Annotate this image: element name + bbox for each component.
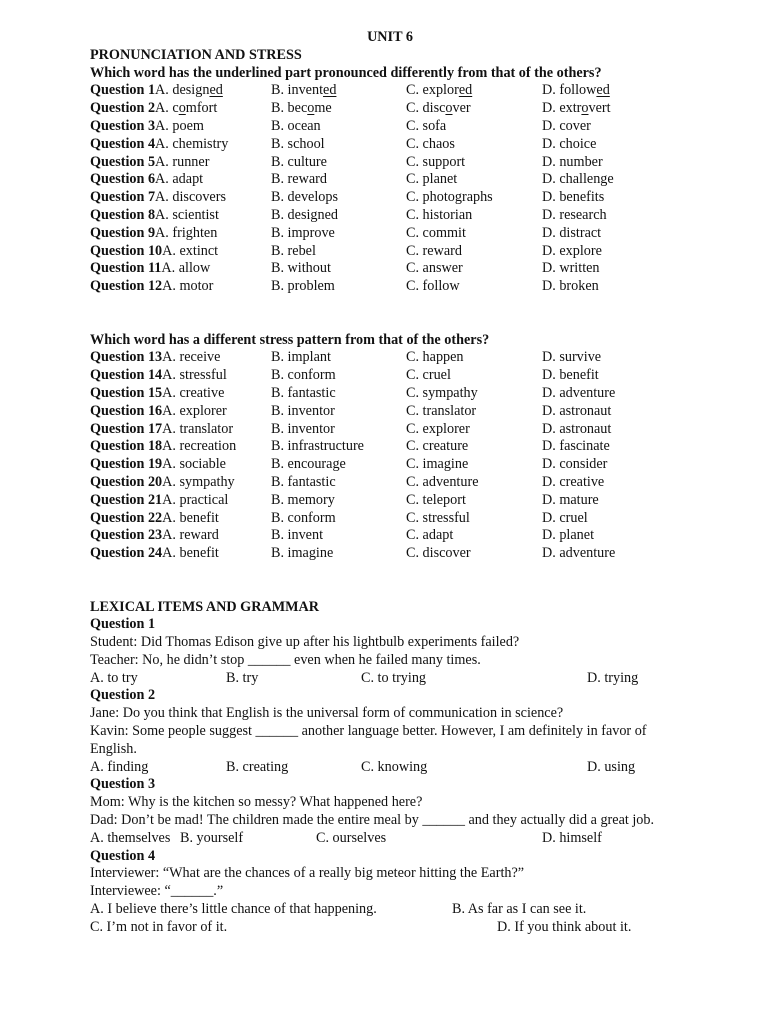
question-label: Question 13 bbox=[90, 349, 163, 366]
option-text: B. without bbox=[271, 260, 331, 277]
question-label: Question 4 bbox=[90, 135, 156, 152]
question-label: Question 15 bbox=[90, 384, 163, 401]
option-text: D. cover bbox=[542, 117, 591, 134]
option-text: B. encourage bbox=[271, 456, 346, 473]
option-text: C. adventure bbox=[406, 473, 479, 490]
question-label: Question 24 bbox=[90, 545, 163, 562]
option-c[interactable] bbox=[406, 225, 466, 243]
option-text: C. follow bbox=[406, 278, 460, 295]
option-text: A. stressful bbox=[162, 367, 227, 384]
question-label: Question 7 bbox=[90, 189, 156, 206]
option-a[interactable] bbox=[90, 118, 204, 136]
option-text: C. teleport bbox=[406, 491, 466, 508]
question-row bbox=[90, 225, 690, 243]
option-c[interactable]: C. I’m not in favor of it. bbox=[90, 918, 228, 935]
instruction-stress: Which word has a different stress pattern from that of the others? bbox=[90, 331, 490, 348]
option-text: A. discovers bbox=[155, 189, 226, 206]
option-b[interactable] bbox=[271, 100, 332, 118]
option-text: B. fantastic bbox=[271, 384, 336, 401]
worksheet-page bbox=[90, 29, 690, 937]
option-b[interactable] bbox=[271, 349, 331, 367]
option-a[interactable] bbox=[90, 171, 203, 189]
option-text: B. invent bbox=[271, 82, 324, 99]
lexical-question-label: Question 4 bbox=[90, 847, 156, 864]
option-d[interactable]: D. himself bbox=[542, 829, 602, 846]
option-a[interactable]: A. I believe there’s little chance of that happening. bbox=[90, 901, 377, 918]
option-d[interactable] bbox=[542, 189, 604, 207]
option-b[interactable] bbox=[271, 118, 321, 136]
option-text: A. sociable bbox=[162, 456, 226, 473]
option-d[interactable] bbox=[542, 154, 603, 172]
option-text: B. problem bbox=[271, 278, 335, 295]
option-a[interactable] bbox=[90, 260, 210, 278]
question-row bbox=[90, 189, 690, 207]
option-text: C. photographs bbox=[406, 189, 493, 206]
option-text: B. rebel bbox=[271, 242, 316, 259]
option-b[interactable] bbox=[271, 189, 338, 207]
question-label: Question 12 bbox=[90, 278, 163, 295]
option-text: D. research bbox=[542, 206, 607, 223]
question-row bbox=[90, 349, 690, 367]
option-d[interactable] bbox=[542, 136, 596, 154]
question-row bbox=[90, 456, 690, 474]
option-b[interactable] bbox=[271, 243, 316, 261]
option-text: C. explorer bbox=[406, 420, 470, 437]
question-row bbox=[90, 207, 690, 225]
question-row bbox=[90, 403, 690, 421]
option-c[interactable] bbox=[406, 510, 470, 528]
question-row bbox=[90, 421, 690, 439]
option-c[interactable] bbox=[406, 527, 453, 545]
option-text: A. motor bbox=[162, 278, 214, 295]
option-text: A. allow bbox=[161, 260, 211, 277]
dialogue-line: Student: Did Thomas Edison give up after his lightbulb experiments failed? bbox=[90, 634, 520, 651]
option-d[interactable] bbox=[542, 438, 610, 456]
option-text: B. fantastic bbox=[271, 473, 336, 490]
option-b[interactable] bbox=[271, 367, 336, 385]
option-text: B. bec bbox=[271, 100, 308, 117]
option-d[interactable] bbox=[542, 545, 615, 563]
question-row bbox=[90, 118, 690, 136]
option-text: B. culture bbox=[271, 153, 327, 170]
question-row bbox=[90, 474, 690, 492]
option-text: C. sofa bbox=[406, 117, 447, 134]
option-c[interactable] bbox=[406, 385, 478, 403]
option-text: B. designed bbox=[271, 206, 338, 223]
option-text: A. reward bbox=[162, 527, 219, 544]
option-b[interactable]: B. creating bbox=[226, 758, 289, 775]
lexical-question-label: Question 3 bbox=[90, 776, 156, 793]
option-text: D. consider bbox=[542, 456, 608, 473]
option-c[interactable] bbox=[406, 367, 451, 385]
option-text: B. school bbox=[271, 135, 325, 152]
option-c[interactable] bbox=[406, 82, 472, 100]
option-a[interactable] bbox=[90, 474, 235, 492]
spacer bbox=[90, 563, 690, 599]
option-text: A. creative bbox=[162, 384, 225, 401]
option-d[interactable] bbox=[542, 385, 615, 403]
option-b[interactable] bbox=[271, 278, 335, 296]
option-text: A. runner bbox=[155, 153, 210, 170]
option-d[interactable] bbox=[542, 403, 611, 421]
option-c[interactable] bbox=[406, 421, 470, 439]
option-b[interactable] bbox=[271, 154, 327, 172]
question-row bbox=[90, 171, 690, 189]
option-text: A. c bbox=[155, 100, 179, 117]
option-d[interactable]: D. If you think about it. bbox=[497, 918, 632, 935]
option-c[interactable] bbox=[406, 545, 471, 563]
option-text: B. implant bbox=[271, 349, 331, 366]
option-d[interactable] bbox=[542, 492, 599, 510]
option-c[interactable] bbox=[406, 207, 472, 225]
option-text: A. adapt bbox=[155, 171, 204, 188]
option-text: C. explor bbox=[406, 82, 459, 99]
question-label: Question 11 bbox=[90, 260, 162, 277]
option-c[interactable] bbox=[406, 100, 471, 118]
option-d[interactable] bbox=[542, 82, 610, 100]
option-text: A. design bbox=[155, 82, 210, 99]
option-text: C. happen bbox=[406, 349, 464, 366]
option-d[interactable] bbox=[542, 225, 601, 243]
option-d[interactable] bbox=[542, 421, 611, 439]
option-a[interactable] bbox=[90, 510, 219, 528]
question-label: Question 6 bbox=[90, 171, 156, 188]
option-text: D. fascinate bbox=[542, 438, 610, 455]
instruction-pronunciation: Which word has the underlined part pronounced differently from that of the others? bbox=[90, 64, 602, 81]
option-a[interactable] bbox=[90, 367, 227, 385]
option-text: C. creature bbox=[406, 438, 469, 455]
question-row bbox=[90, 492, 690, 510]
option-b[interactable]: B. yourself bbox=[180, 829, 244, 846]
option-c[interactable] bbox=[406, 474, 479, 492]
answer-options bbox=[90, 830, 690, 848]
underlined-part: o bbox=[178, 100, 186, 117]
option-text: D. adventure bbox=[542, 545, 616, 562]
underlined-part: ed bbox=[596, 82, 610, 99]
option-b[interactable] bbox=[271, 171, 327, 189]
option-b[interactable] bbox=[271, 438, 364, 456]
question-label: Question 17 bbox=[90, 420, 163, 437]
option-c[interactable] bbox=[406, 403, 476, 421]
section-heading-lexical: LEXICAL ITEMS AND GRAMMAR bbox=[90, 598, 319, 615]
option-text: B. invent bbox=[271, 527, 324, 544]
option-text: D. choice bbox=[542, 135, 597, 152]
option-text: D. survive bbox=[542, 349, 602, 366]
dialogue-line: Interviewer: “What are the chances of a really big meteor hitting the Earth?” bbox=[90, 865, 525, 882]
option-text: A. translator bbox=[162, 420, 234, 437]
option-text: C. planet bbox=[406, 171, 458, 188]
option-b[interactable] bbox=[271, 456, 346, 474]
option-text: C. chaos bbox=[406, 135, 455, 152]
dialogue-line: Interviewee: “______.” bbox=[90, 883, 224, 900]
question-row bbox=[90, 100, 690, 118]
underlined-part: ed bbox=[209, 82, 223, 99]
option-c[interactable] bbox=[406, 456, 468, 474]
option-text: mfort bbox=[185, 100, 218, 117]
option-text: D. astronaut bbox=[542, 420, 612, 437]
answer-options bbox=[90, 759, 690, 777]
option-text: D. mature bbox=[542, 491, 599, 508]
option-text: D. creative bbox=[542, 473, 605, 490]
answer-options bbox=[90, 670, 690, 688]
option-text: C. translator bbox=[406, 402, 477, 419]
question-label: Question 8 bbox=[90, 206, 156, 223]
option-text: B. improve bbox=[271, 224, 335, 241]
question-row bbox=[90, 367, 690, 385]
question-row bbox=[90, 278, 690, 296]
option-c[interactable]: C. to trying bbox=[361, 669, 427, 686]
option-d[interactable] bbox=[542, 100, 611, 118]
option-text: C. discover bbox=[406, 545, 471, 562]
option-text: B. develops bbox=[271, 189, 338, 206]
question-row bbox=[90, 438, 690, 456]
option-text: B. conform bbox=[271, 367, 336, 384]
option-a[interactable]: A. themselves bbox=[90, 829, 171, 846]
question-row bbox=[90, 136, 690, 154]
option-text: D. broken bbox=[542, 278, 599, 295]
option-a[interactable] bbox=[90, 278, 213, 296]
dialogue-line: Jane: Do you think that English is the universal form of communication in science? bbox=[90, 705, 564, 722]
underlined-part: ed bbox=[458, 82, 473, 99]
option-text: A. practical bbox=[162, 491, 229, 508]
option-text: vert bbox=[588, 100, 611, 117]
option-text: A. benefit bbox=[162, 545, 219, 562]
question-row bbox=[90, 243, 690, 261]
option-text: B. ocean bbox=[271, 117, 321, 134]
option-text: A. benefit bbox=[162, 509, 219, 526]
pronunciation-question-list bbox=[90, 82, 690, 296]
option-text: C. stressful bbox=[406, 509, 470, 526]
option-text: C. imagine bbox=[406, 456, 469, 473]
option-c[interactable]: C. ourselves bbox=[316, 829, 387, 846]
option-text: C. historian bbox=[406, 206, 473, 223]
option-text: A. poem bbox=[155, 117, 204, 134]
option-text: C. disc bbox=[406, 100, 446, 117]
option-text: A. sympathy bbox=[162, 473, 235, 490]
option-d[interactable] bbox=[542, 171, 614, 189]
option-c[interactable] bbox=[406, 260, 463, 278]
option-text: D. written bbox=[542, 260, 600, 277]
option-c[interactable] bbox=[406, 438, 468, 456]
question-label: Question 3 bbox=[90, 117, 156, 134]
option-a[interactable] bbox=[90, 421, 233, 439]
option-text: A. receive bbox=[162, 349, 221, 366]
option-text: D. distract bbox=[542, 224, 602, 241]
option-text: C. adapt bbox=[406, 527, 454, 544]
option-a[interactable] bbox=[90, 207, 219, 225]
option-b[interactable] bbox=[271, 385, 336, 403]
question-label: Question 5 bbox=[90, 153, 156, 170]
option-a[interactable] bbox=[90, 456, 226, 474]
option-d[interactable] bbox=[542, 527, 594, 545]
section-heading-pronunciation: PRONUNCIATION AND STRESS bbox=[90, 46, 302, 63]
option-text: D. adventure bbox=[542, 384, 616, 401]
option-text: A. explorer bbox=[162, 402, 227, 419]
option-b[interactable] bbox=[271, 225, 335, 243]
option-a[interactable]: A. finding bbox=[90, 758, 149, 775]
question-row bbox=[90, 82, 690, 100]
option-text: A. recreation bbox=[162, 438, 237, 455]
option-text: D. benefits bbox=[542, 189, 605, 206]
question-label: Question 10 bbox=[90, 242, 163, 259]
option-a[interactable] bbox=[90, 136, 228, 154]
question-label: Question 21 bbox=[90, 491, 163, 508]
option-a[interactable]: A. to try bbox=[90, 669, 138, 686]
option-c[interactable] bbox=[406, 243, 462, 261]
option-c[interactable] bbox=[406, 154, 465, 172]
underlined-part: o bbox=[445, 100, 453, 117]
question-label: Question 2 bbox=[90, 100, 156, 117]
option-b[interactable] bbox=[271, 421, 335, 439]
lexical-question-label: Question 1 bbox=[90, 616, 156, 633]
underlined-part: ed bbox=[323, 82, 337, 99]
option-a[interactable] bbox=[90, 403, 227, 421]
option-a[interactable] bbox=[90, 225, 217, 243]
option-c[interactable] bbox=[406, 118, 446, 136]
underlined-part: o bbox=[581, 100, 589, 117]
question-label: Question 22 bbox=[90, 509, 163, 526]
question-label: Question 23 bbox=[90, 527, 163, 544]
option-a[interactable] bbox=[90, 527, 219, 545]
option-d[interactable] bbox=[542, 474, 604, 492]
option-text: D. planet bbox=[542, 527, 595, 544]
option-c[interactable] bbox=[406, 278, 460, 296]
option-d[interactable]: D. using bbox=[587, 758, 636, 775]
question-row bbox=[90, 154, 690, 172]
option-b[interactable] bbox=[271, 510, 336, 528]
option-text: D. explore bbox=[542, 242, 602, 259]
option-b[interactable] bbox=[271, 545, 333, 563]
option-text: ver bbox=[452, 100, 471, 117]
option-text: D. extr bbox=[542, 100, 582, 117]
option-text: D. number bbox=[542, 153, 603, 170]
option-a[interactable] bbox=[90, 349, 220, 367]
option-text: B. infrastructure bbox=[271, 438, 364, 455]
option-text: D. follow bbox=[542, 82, 597, 99]
option-a[interactable] bbox=[90, 385, 224, 403]
option-text: C. commit bbox=[406, 224, 466, 241]
option-text: B. memory bbox=[271, 491, 335, 508]
option-b[interactable] bbox=[271, 474, 336, 492]
option-d[interactable] bbox=[542, 367, 599, 385]
option-text: B. inventor bbox=[271, 402, 335, 419]
option-b[interactable]: B. try bbox=[226, 669, 259, 686]
option-text: C. cruel bbox=[406, 367, 451, 384]
option-text: C. support bbox=[406, 153, 466, 170]
option-text: B. reward bbox=[271, 171, 327, 188]
question-row bbox=[90, 260, 690, 278]
option-c[interactable] bbox=[406, 349, 464, 367]
option-c[interactable] bbox=[406, 136, 455, 154]
option-b[interactable] bbox=[271, 207, 338, 225]
unit-title: UNIT 6 bbox=[367, 29, 413, 45]
option-b[interactable] bbox=[271, 136, 325, 154]
option-c[interactable]: C. knowing bbox=[361, 758, 428, 775]
option-text: A. chemistry bbox=[155, 135, 229, 152]
dialogue-line: Teacher: No, he didn’t stop ______ even when he failed many times. bbox=[90, 651, 481, 668]
option-d[interactable] bbox=[542, 118, 591, 136]
option-c[interactable] bbox=[406, 492, 466, 510]
option-d[interactable]: D. trying bbox=[587, 669, 639, 686]
option-a[interactable] bbox=[90, 545, 219, 563]
option-d[interactable] bbox=[542, 207, 607, 225]
option-b[interactable] bbox=[271, 260, 331, 278]
answer-options bbox=[90, 919, 690, 937]
question-label: Question 1 bbox=[90, 82, 156, 99]
option-text: D. challenge bbox=[542, 171, 614, 188]
option-text: C. reward bbox=[406, 242, 462, 259]
answer-options bbox=[90, 901, 690, 919]
option-d[interactable] bbox=[542, 243, 602, 261]
option-a[interactable] bbox=[90, 82, 223, 100]
question-row bbox=[90, 527, 690, 545]
question-label: Question 20 bbox=[90, 473, 163, 490]
question-row bbox=[90, 510, 690, 528]
option-text: C. sympathy bbox=[406, 384, 478, 401]
dialogue-line: Dad: Don’t be mad! The children made the entire meal by ______ and they actually did a great job. bbox=[90, 812, 655, 829]
option-text: A. frighten bbox=[155, 224, 218, 241]
question-label: Question 18 bbox=[90, 438, 163, 455]
option-d[interactable] bbox=[542, 278, 599, 296]
underlined-part: o bbox=[307, 100, 315, 117]
question-label: Question 19 bbox=[90, 456, 163, 473]
option-text: A. scientist bbox=[155, 206, 219, 223]
option-a[interactable] bbox=[90, 189, 226, 207]
question-label: Question 16 bbox=[90, 402, 163, 419]
option-text: D. cruel bbox=[542, 509, 588, 526]
spacer bbox=[90, 296, 690, 332]
option-d[interactable] bbox=[542, 456, 607, 474]
option-text: A. extinct bbox=[162, 242, 219, 259]
option-d[interactable] bbox=[542, 510, 588, 528]
option-a[interactable] bbox=[90, 438, 236, 456]
lexical-question-label: Question 2 bbox=[90, 687, 156, 704]
option-a[interactable] bbox=[90, 492, 228, 510]
option-text: B. inventor bbox=[271, 420, 335, 437]
option-d[interactable] bbox=[542, 349, 601, 367]
option-text: D. benefit bbox=[542, 367, 599, 384]
option-b[interactable] bbox=[271, 403, 335, 421]
question-label: Question 14 bbox=[90, 367, 163, 384]
option-a[interactable] bbox=[90, 154, 209, 172]
option-text: B. conform bbox=[271, 509, 336, 526]
option-b[interactable] bbox=[271, 527, 323, 545]
option-d[interactable] bbox=[542, 260, 600, 278]
option-text: C. answer bbox=[406, 260, 463, 277]
option-text: me bbox=[314, 100, 332, 117]
dialogue-line: Kavin: Some people suggest ______ another language better. However, I am definitely in favor of English. bbox=[90, 723, 647, 757]
option-text: D. astronaut bbox=[542, 402, 612, 419]
option-c[interactable] bbox=[406, 189, 493, 207]
option-b[interactable]: B. As far as I can see it. bbox=[452, 901, 587, 918]
option-b[interactable] bbox=[271, 492, 335, 510]
option-b[interactable] bbox=[271, 82, 336, 100]
dialogue-line: Mom: Why is the kitchen so messy? What happened here? bbox=[90, 794, 423, 811]
question-label: Question 9 bbox=[90, 224, 156, 241]
option-c[interactable] bbox=[406, 171, 457, 189]
question-row bbox=[90, 545, 690, 563]
option-a[interactable] bbox=[90, 243, 218, 261]
stress-question-list bbox=[90, 349, 690, 563]
option-a[interactable] bbox=[90, 100, 217, 118]
option-text: B. imagine bbox=[271, 545, 334, 562]
question-row bbox=[90, 385, 690, 403]
